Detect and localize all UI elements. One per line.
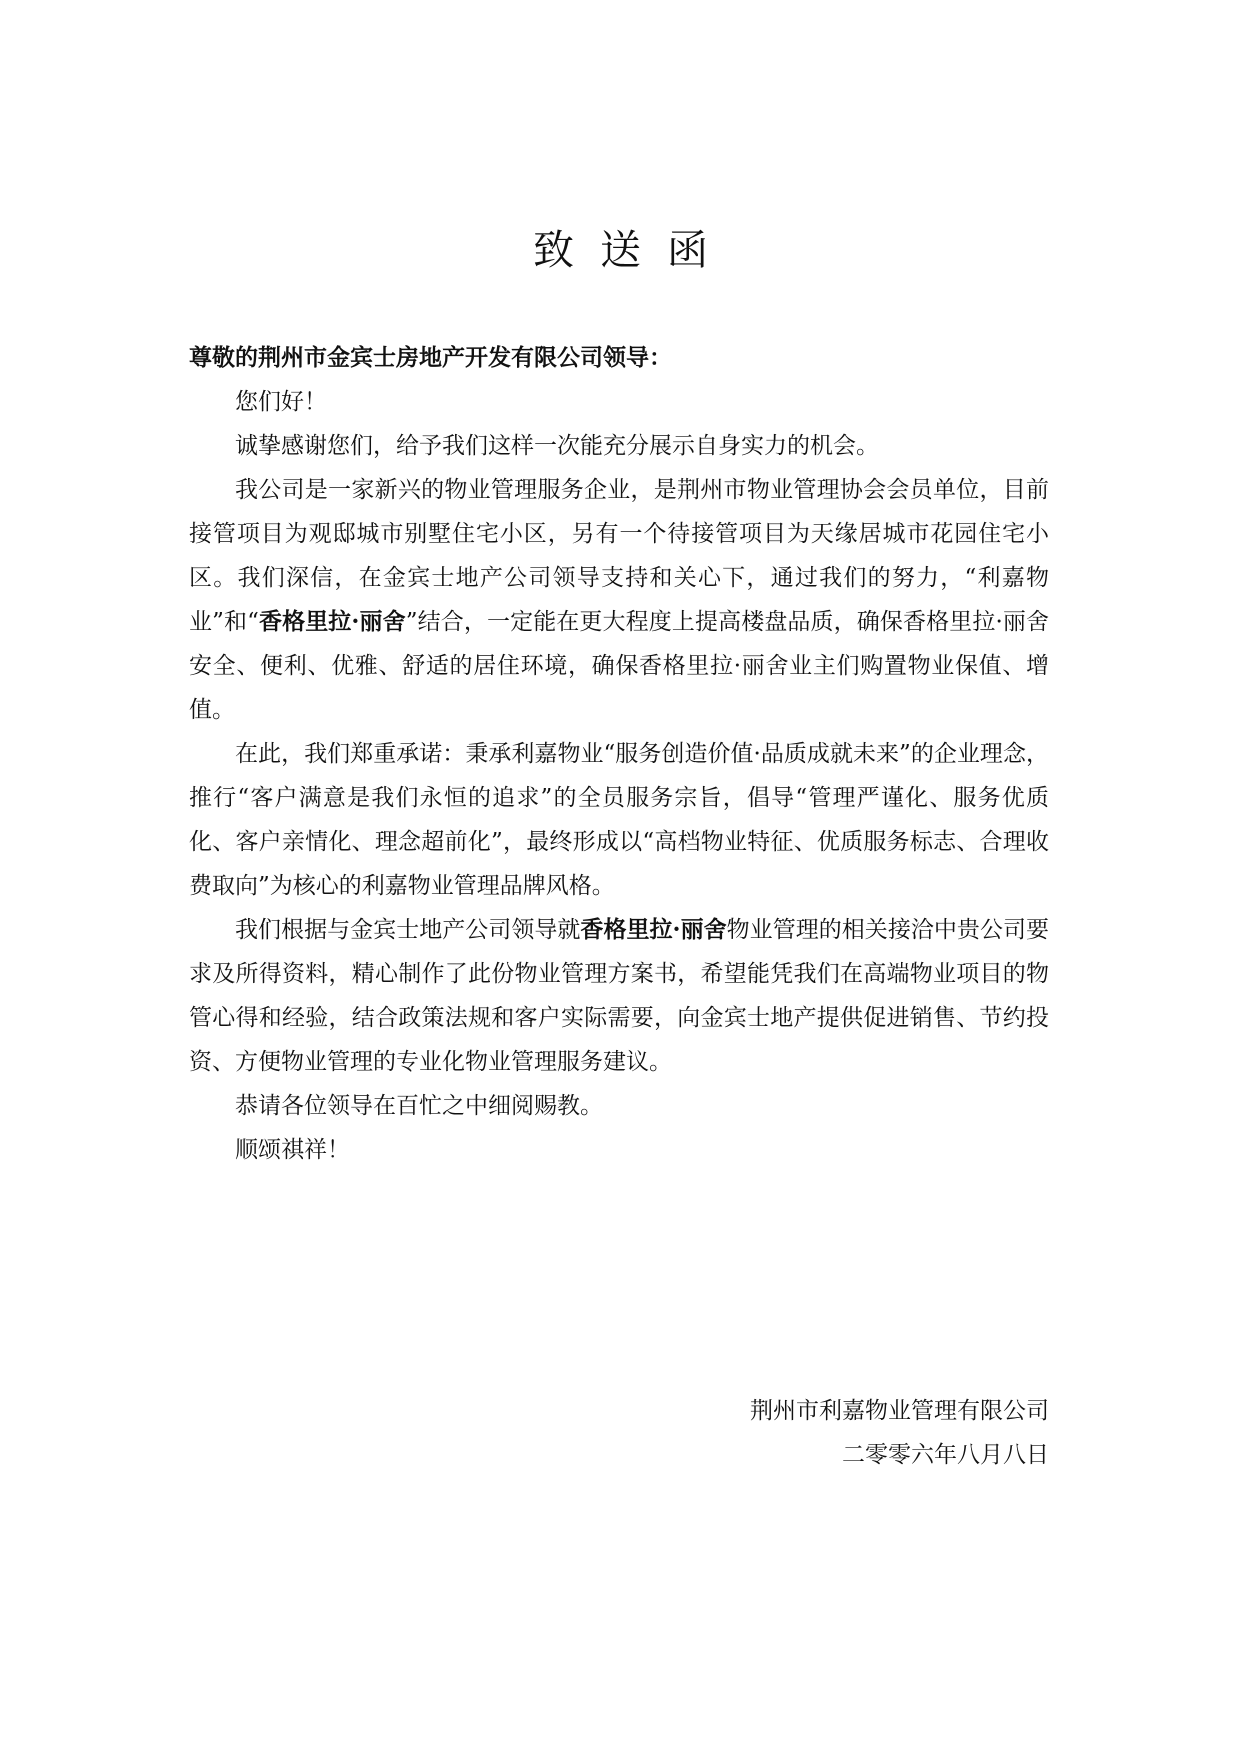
paragraph-closing: 顺颂祺祥！ xyxy=(235,1137,350,1163)
paragraph-plan xyxy=(189,908,1049,1084)
paragraph-company-intro xyxy=(189,468,1049,732)
signature-date: 二零零六年八月八日 xyxy=(842,1442,1049,1468)
letter-title: 致送函 xyxy=(533,226,734,274)
plan-text-end: 物业管理的相关接洽中贵公司要求及所得资料，精心制作了此份物业管理方案书，希望能凭我们在高端物业项目的物管心得和经验，结合政策法规和客户实际需要，向金宾士地产提供促进销售、节约投资、方便物业管理的专业化物业管理服务建议。 xyxy=(189,917,1050,1075)
greeting: 您们好！ xyxy=(235,389,327,415)
project-name-bold-2: 香格里拉·丽舍 xyxy=(580,916,727,943)
signature-company: 荆州市利嘉物业管理有限公司 xyxy=(750,1398,1049,1424)
salutation: 尊敬的荆州市金宾士房地产开发有限公司领导： xyxy=(189,344,672,371)
paragraph-thanks: 诚挚感谢您们，给予我们这样一次能充分展示自身实力的机会。 xyxy=(235,433,879,459)
letter-body xyxy=(189,336,1049,1172)
plan-text-start: 我们根据与金宾士地产公司领导就 xyxy=(235,917,581,943)
intro-text-start: 我公司是一家新兴的物业管理服务企业，是荆州市物业管理协会会员单位，目前接管项目为观邸城市别墅住宅小区，另有一个待接管项目为天缘居城市花园住宅小区。我们深信，在金宾士地产公司领导支持和关心下，通过我们的努力，“利嘉物业”和“ xyxy=(189,477,1049,635)
project-name-bold: 香格里拉·丽舍 xyxy=(258,608,406,635)
signature-block xyxy=(600,1389,1049,1477)
paragraph-request: 恭请各位领导在百忙之中细阅赐教。 xyxy=(235,1093,603,1119)
intro-text-end: ”结合，一定能在更大程度上提高楼盘品质，确保香格里拉·丽舍安全、便利、优雅、舒适的居住环境，确保香格里拉·丽舍业主们购置物业保值、增值。 xyxy=(189,609,1049,723)
paragraph-promise: 在此，我们郑重承诺：秉承利嘉物业“服务创造价值·品质成就未来”的企业理念，推行“客户满意是我们永恒的追求”的全员服务宗旨，倡导“管理严谨化、服务优质化、客户亲情化、理念超前化”，最终形成以“高档物业特征、优质服务标志、合理收费取向”为核心的利嘉物业管理品牌风格。 xyxy=(189,741,1049,899)
